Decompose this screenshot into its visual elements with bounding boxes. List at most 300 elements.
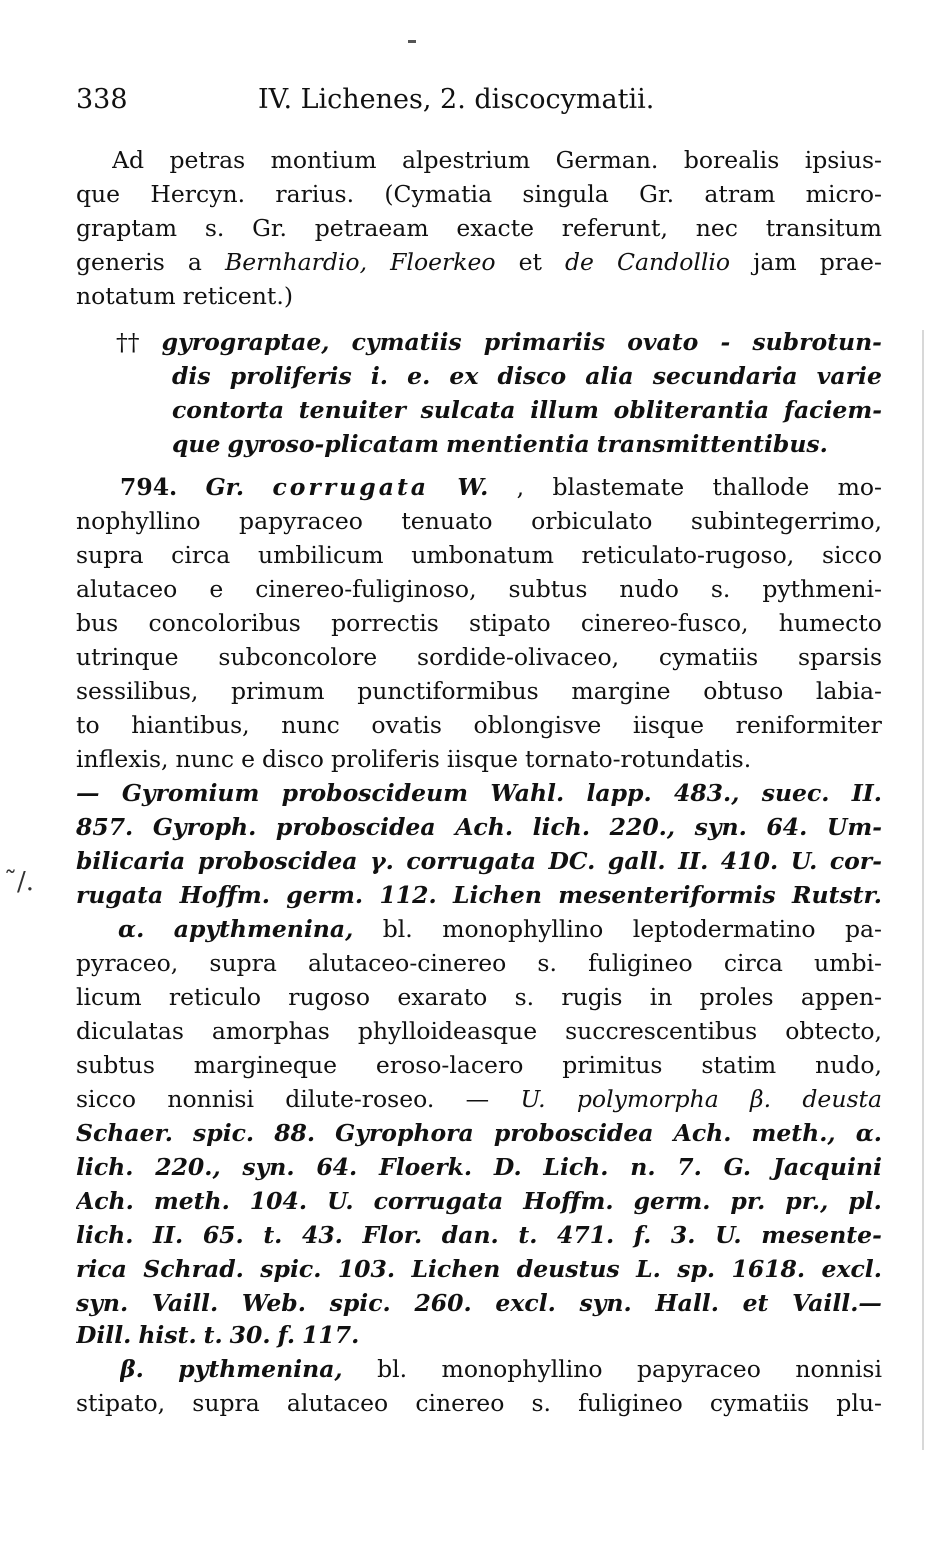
word: atram bbox=[704, 180, 776, 208]
word: dan. bbox=[441, 1221, 499, 1249]
word: ovatis bbox=[371, 711, 442, 739]
word: II. bbox=[678, 847, 709, 875]
word: n. bbox=[630, 1153, 656, 1181]
word: s. bbox=[531, 1389, 552, 1417]
word: umbilicum bbox=[257, 541, 384, 569]
word: nonnisi bbox=[167, 1085, 254, 1113]
word: — bbox=[465, 1085, 490, 1113]
text-line bbox=[172, 393, 882, 427]
word: t. bbox=[203, 1321, 223, 1349]
word: alutaceo bbox=[286, 1389, 389, 1417]
word: alutaceo bbox=[76, 575, 178, 603]
word: 471. bbox=[557, 1221, 615, 1249]
word: tenuato bbox=[401, 507, 493, 535]
word: reticulato-rugoso, bbox=[581, 541, 795, 569]
word: borealis bbox=[683, 146, 780, 174]
text-line bbox=[76, 245, 882, 279]
word: prae- bbox=[819, 248, 882, 276]
word: singula bbox=[522, 180, 609, 208]
word: hiantibus, bbox=[131, 711, 250, 739]
word: reticulo bbox=[168, 983, 261, 1011]
word: Gr. bbox=[639, 180, 675, 208]
word: concoloribus bbox=[148, 609, 301, 637]
word: 64. bbox=[316, 1153, 358, 1181]
word: papyraceo bbox=[239, 507, 363, 535]
text-line bbox=[172, 359, 882, 393]
text-line bbox=[76, 1014, 882, 1048]
word: Lich. bbox=[543, 1153, 609, 1181]
word: Jacquini bbox=[772, 1153, 882, 1181]
word: exarato bbox=[397, 983, 488, 1011]
word: micro- bbox=[805, 180, 882, 208]
word: syn. bbox=[579, 1289, 632, 1317]
word: dis bbox=[172, 362, 211, 390]
word: Hoffm. bbox=[523, 1187, 614, 1215]
word: Ad bbox=[112, 146, 145, 174]
word: spic. bbox=[260, 1255, 322, 1283]
word: syn. bbox=[242, 1153, 295, 1181]
word: Schrad. bbox=[143, 1255, 244, 1283]
word: proboscidea bbox=[275, 813, 436, 841]
word: 104. bbox=[249, 1187, 308, 1215]
word: proles bbox=[699, 983, 774, 1011]
word: nudo, bbox=[815, 1051, 882, 1079]
word: generis bbox=[76, 248, 165, 276]
page-header bbox=[76, 80, 876, 120]
word: licum bbox=[76, 983, 142, 1011]
text-line bbox=[76, 1184, 882, 1218]
word: gyrograptae, bbox=[161, 328, 330, 356]
word: polymorpha bbox=[576, 1085, 719, 1113]
word: transitum bbox=[765, 214, 882, 242]
word: subintegerrimo, bbox=[690, 507, 882, 535]
word: reniformiter bbox=[735, 711, 882, 739]
word: amorphas bbox=[211, 1017, 330, 1045]
word: sparsis bbox=[798, 643, 882, 671]
word: gyroso-plicatam bbox=[227, 430, 440, 458]
word: subrotun- bbox=[752, 328, 882, 356]
word: sp. bbox=[677, 1255, 716, 1283]
word: circa bbox=[171, 541, 231, 569]
word: monophyllino bbox=[442, 915, 604, 943]
word: β. bbox=[750, 1085, 772, 1113]
word: iisque bbox=[446, 745, 519, 773]
word: cymatiis bbox=[658, 643, 759, 671]
word: t. bbox=[263, 1221, 283, 1249]
word: et bbox=[742, 1289, 769, 1317]
text-line bbox=[76, 279, 882, 313]
word: 43. bbox=[301, 1221, 343, 1249]
word: primitus bbox=[562, 1051, 663, 1079]
word: spic. bbox=[193, 1119, 255, 1147]
word: — bbox=[76, 779, 100, 807]
word: L. bbox=[636, 1255, 661, 1283]
word: spic. bbox=[329, 1289, 391, 1317]
text-line bbox=[76, 1116, 882, 1150]
word: e. bbox=[407, 362, 431, 390]
word: II. bbox=[851, 779, 882, 807]
word: corrugata bbox=[272, 473, 430, 501]
word: Lichen bbox=[453, 881, 542, 909]
word: deusta bbox=[802, 1085, 882, 1113]
word: 220., bbox=[155, 1153, 221, 1181]
word: Vaill.— bbox=[792, 1289, 882, 1317]
word: alpestrium bbox=[401, 146, 531, 174]
text-line bbox=[172, 427, 882, 461]
word: U. bbox=[790, 847, 818, 875]
word: Ach. bbox=[455, 813, 513, 841]
word: rugis bbox=[561, 983, 623, 1011]
word: α. bbox=[118, 915, 145, 943]
word: proboscidea bbox=[197, 847, 358, 875]
word: alutaceo-cinereo bbox=[308, 949, 507, 977]
word: Dill. bbox=[76, 1321, 132, 1349]
word: proboscidea bbox=[493, 1119, 654, 1147]
word: nudo bbox=[619, 575, 679, 603]
word: Floerkeo bbox=[390, 248, 496, 276]
word: Web. bbox=[241, 1289, 306, 1317]
word: Flor. bbox=[362, 1221, 423, 1249]
text-line bbox=[120, 470, 882, 504]
text-line bbox=[76, 844, 882, 878]
word: de bbox=[565, 248, 594, 276]
word: pyraceo, bbox=[76, 949, 179, 977]
word: 64. bbox=[766, 813, 808, 841]
word: γ. bbox=[370, 847, 394, 875]
page-number: 338 bbox=[76, 84, 128, 115]
word: tornato-rotundatis. bbox=[525, 745, 752, 773]
word: s. bbox=[204, 214, 225, 242]
word: β. bbox=[120, 1355, 144, 1383]
word: nunc bbox=[281, 711, 340, 739]
word: in bbox=[649, 983, 673, 1011]
running-title: IV. Lichenes, 2. discocymatii. bbox=[258, 84, 655, 115]
word: U. bbox=[327, 1187, 354, 1215]
word: ex bbox=[449, 362, 479, 390]
word: contorta bbox=[172, 396, 285, 424]
word: iisque bbox=[632, 711, 705, 739]
text-line bbox=[120, 1352, 882, 1386]
word: punctiformibus bbox=[357, 677, 539, 705]
word: Gr. bbox=[252, 214, 288, 242]
word: 260. bbox=[414, 1289, 472, 1317]
word: transmittentibus. bbox=[596, 430, 828, 458]
word: umbonatum bbox=[411, 541, 554, 569]
word: inflexis, bbox=[76, 745, 169, 773]
word: petras bbox=[169, 146, 246, 174]
word: appen- bbox=[800, 983, 882, 1011]
word: Hall. bbox=[655, 1289, 719, 1317]
word: (Cymatia bbox=[384, 180, 493, 208]
text-line bbox=[116, 325, 882, 359]
word: cor- bbox=[829, 847, 882, 875]
word: Ach. bbox=[76, 1187, 134, 1215]
word: s. bbox=[710, 575, 731, 603]
word: cinereo-fuliginoso, bbox=[255, 575, 477, 603]
word: Wahl. bbox=[490, 779, 565, 807]
word: referunt, bbox=[561, 214, 668, 242]
text-line bbox=[76, 674, 882, 708]
word: syn. bbox=[76, 1289, 129, 1317]
word: apythmenina, bbox=[173, 915, 354, 943]
word: secundaria bbox=[652, 362, 798, 390]
word: excl. bbox=[495, 1289, 556, 1317]
word: eroso-lacero bbox=[375, 1051, 524, 1079]
text-line bbox=[112, 143, 882, 177]
word: notatum bbox=[76, 282, 176, 310]
word: illum bbox=[530, 396, 599, 424]
word: oblongisve bbox=[473, 711, 602, 739]
word: subtus bbox=[508, 575, 588, 603]
word: que bbox=[76, 180, 121, 208]
word: DC. bbox=[548, 847, 596, 875]
word: Lichen bbox=[411, 1255, 501, 1283]
page-edge-shadow bbox=[922, 330, 924, 1450]
word: syn. bbox=[694, 813, 747, 841]
word: blastemate bbox=[552, 473, 685, 501]
word: f. bbox=[277, 1321, 296, 1349]
word: nonnisi bbox=[795, 1355, 882, 1383]
word: e bbox=[209, 575, 224, 603]
word: s. bbox=[514, 983, 535, 1011]
word: bl. bbox=[377, 1355, 408, 1383]
word: sulcata bbox=[420, 396, 516, 424]
word: dilute-roseo. bbox=[285, 1085, 435, 1113]
word: proliferis bbox=[330, 745, 440, 773]
word: Ach. bbox=[673, 1119, 732, 1147]
word: proliferis bbox=[229, 362, 352, 390]
text-line bbox=[76, 538, 882, 572]
word: Gr. bbox=[205, 473, 245, 501]
word: ipsius- bbox=[804, 146, 882, 174]
word: monophyllino bbox=[441, 1355, 603, 1383]
word: nec bbox=[695, 214, 738, 242]
word: lich. bbox=[532, 813, 591, 841]
word: obtuso bbox=[703, 677, 784, 705]
word: labia- bbox=[815, 677, 882, 705]
text-line bbox=[76, 742, 882, 776]
word: U. bbox=[715, 1221, 742, 1249]
text-line bbox=[76, 640, 882, 674]
text-line bbox=[76, 1150, 882, 1184]
word: rugata bbox=[76, 881, 164, 909]
word: fuligineo bbox=[578, 1389, 683, 1417]
word: margineque bbox=[193, 1051, 338, 1079]
text-line bbox=[76, 776, 882, 810]
word: montium bbox=[270, 146, 377, 174]
word: hist. bbox=[138, 1321, 197, 1349]
word: sicco bbox=[76, 1085, 137, 1113]
word: German. bbox=[555, 146, 659, 174]
text-line bbox=[76, 980, 882, 1014]
word: ovato bbox=[627, 328, 699, 356]
text-line bbox=[76, 1318, 882, 1352]
word: obtecto, bbox=[785, 1017, 882, 1045]
word: - bbox=[720, 328, 731, 356]
word: bl. bbox=[382, 915, 413, 943]
word: †† bbox=[116, 328, 140, 356]
word: primum bbox=[231, 677, 325, 705]
text-line bbox=[76, 946, 882, 980]
word: meth., bbox=[751, 1119, 836, 1147]
word: lich. bbox=[76, 1153, 134, 1181]
word: plu- bbox=[836, 1389, 882, 1417]
word: que bbox=[172, 430, 221, 458]
word: supra bbox=[192, 1389, 260, 1417]
text-line bbox=[76, 1048, 882, 1082]
word: , bbox=[516, 473, 525, 501]
word: Hercyn. bbox=[150, 180, 246, 208]
word: Gyrophora bbox=[335, 1119, 474, 1147]
top-mark bbox=[408, 40, 416, 43]
word: pl. bbox=[848, 1187, 882, 1215]
text-line bbox=[76, 1218, 882, 1252]
word: reticent.) bbox=[182, 282, 293, 310]
text-line bbox=[76, 1252, 882, 1286]
word: germ. bbox=[633, 1187, 711, 1215]
word: graptam bbox=[76, 214, 178, 242]
word: Gyroph. bbox=[152, 813, 257, 841]
word: 3. bbox=[670, 1221, 696, 1249]
word: to bbox=[76, 711, 100, 739]
text-line bbox=[76, 504, 882, 538]
word: supra bbox=[209, 949, 277, 977]
word: Rutstr. bbox=[792, 881, 882, 909]
word: 410. bbox=[720, 847, 779, 875]
word: Gyromium bbox=[121, 779, 260, 807]
text-line bbox=[76, 878, 882, 912]
text-line bbox=[76, 1386, 882, 1420]
word: pr. bbox=[730, 1187, 766, 1215]
text-line bbox=[76, 606, 882, 640]
text-line bbox=[76, 708, 882, 742]
word: sicco bbox=[821, 541, 882, 569]
word: nunc bbox=[175, 745, 235, 773]
word: corrugata bbox=[373, 1187, 504, 1215]
word: thallode bbox=[712, 473, 810, 501]
word: i. bbox=[370, 362, 388, 390]
word: Candollio bbox=[617, 248, 731, 276]
word: disco bbox=[262, 745, 324, 773]
word: diculatas bbox=[76, 1017, 184, 1045]
word: 103. bbox=[337, 1255, 396, 1283]
margin-annotation: ˜/. bbox=[4, 867, 35, 897]
word: tenuiter bbox=[298, 396, 406, 424]
word: exacte bbox=[456, 214, 535, 242]
word: cinereo-fusco, bbox=[580, 609, 749, 637]
word: 65. bbox=[202, 1221, 244, 1249]
word: corrugata bbox=[406, 847, 536, 875]
text-line bbox=[76, 1082, 882, 1116]
word: II. bbox=[153, 1221, 184, 1249]
word: stipato, bbox=[76, 1389, 166, 1417]
word: 857. bbox=[76, 813, 134, 841]
word: stipato bbox=[469, 609, 551, 637]
word: papyraceo bbox=[637, 1355, 761, 1383]
word: fuligineo bbox=[588, 949, 693, 977]
word: Schaer. bbox=[76, 1119, 173, 1147]
word: rarius. bbox=[275, 180, 355, 208]
word: α. bbox=[855, 1119, 882, 1147]
word: deustus bbox=[516, 1255, 620, 1283]
word: f. bbox=[633, 1221, 652, 1249]
word: Vaill. bbox=[151, 1289, 219, 1317]
word: germ. bbox=[286, 881, 364, 909]
word: bilicaria bbox=[76, 847, 186, 875]
word: 88. bbox=[274, 1119, 316, 1147]
word: meth. bbox=[153, 1187, 230, 1215]
word: obliterantia bbox=[613, 396, 770, 424]
text-line bbox=[76, 1286, 882, 1320]
word: s. bbox=[537, 949, 557, 977]
word: suec. bbox=[761, 779, 830, 807]
word: cymatiis bbox=[709, 1389, 810, 1417]
word: umbi- bbox=[814, 949, 882, 977]
word: subconcolore bbox=[218, 643, 378, 671]
word: circa bbox=[723, 949, 783, 977]
text-line bbox=[76, 177, 882, 211]
word: faciem- bbox=[783, 396, 882, 424]
word: 112. bbox=[379, 881, 437, 909]
word: D. bbox=[493, 1153, 522, 1181]
word: statim bbox=[701, 1051, 777, 1079]
word: 7. bbox=[677, 1153, 702, 1181]
word: pythmenina, bbox=[178, 1355, 343, 1383]
word: petraeam bbox=[314, 214, 429, 242]
word: 1618. bbox=[731, 1255, 806, 1283]
word: 794. bbox=[120, 473, 178, 501]
text-line bbox=[118, 912, 882, 946]
word: pa- bbox=[844, 915, 882, 943]
word: leptodermatino bbox=[632, 915, 816, 943]
word: e bbox=[241, 745, 256, 773]
word: alia bbox=[585, 362, 634, 390]
word: excl. bbox=[821, 1255, 882, 1283]
word: primariis bbox=[483, 328, 606, 356]
word: 483., bbox=[673, 779, 740, 807]
word: sordide-olivaceo, bbox=[417, 643, 620, 671]
word: lich. bbox=[76, 1221, 134, 1249]
word: cinereo bbox=[415, 1389, 505, 1417]
word: utrinque bbox=[76, 643, 179, 671]
word: mesente- bbox=[761, 1221, 882, 1249]
text-line bbox=[76, 572, 882, 606]
word: supra bbox=[76, 541, 144, 569]
word: nophyllino bbox=[76, 507, 201, 535]
word: margine bbox=[571, 677, 671, 705]
word: cymatiis bbox=[351, 328, 462, 356]
word: Bernhardio, bbox=[224, 248, 368, 276]
word: phylloideasque bbox=[357, 1017, 538, 1045]
word: orbiculato bbox=[531, 507, 653, 535]
word: Floerk. bbox=[379, 1153, 473, 1181]
word: Um- bbox=[826, 813, 882, 841]
word: 30. bbox=[229, 1321, 271, 1349]
word: humecto bbox=[778, 609, 882, 637]
word: varie bbox=[816, 362, 882, 390]
word: t. bbox=[518, 1221, 538, 1249]
word: mo- bbox=[837, 473, 882, 501]
word: pythmeni- bbox=[762, 575, 882, 603]
word: bus bbox=[76, 609, 119, 637]
word: 117. bbox=[302, 1321, 360, 1349]
word: disco bbox=[497, 362, 567, 390]
word: mesenteriformis bbox=[558, 881, 776, 909]
word: gall. bbox=[607, 847, 666, 875]
word: G. bbox=[723, 1153, 752, 1181]
word: subtus bbox=[76, 1051, 155, 1079]
word: U. bbox=[520, 1085, 546, 1113]
